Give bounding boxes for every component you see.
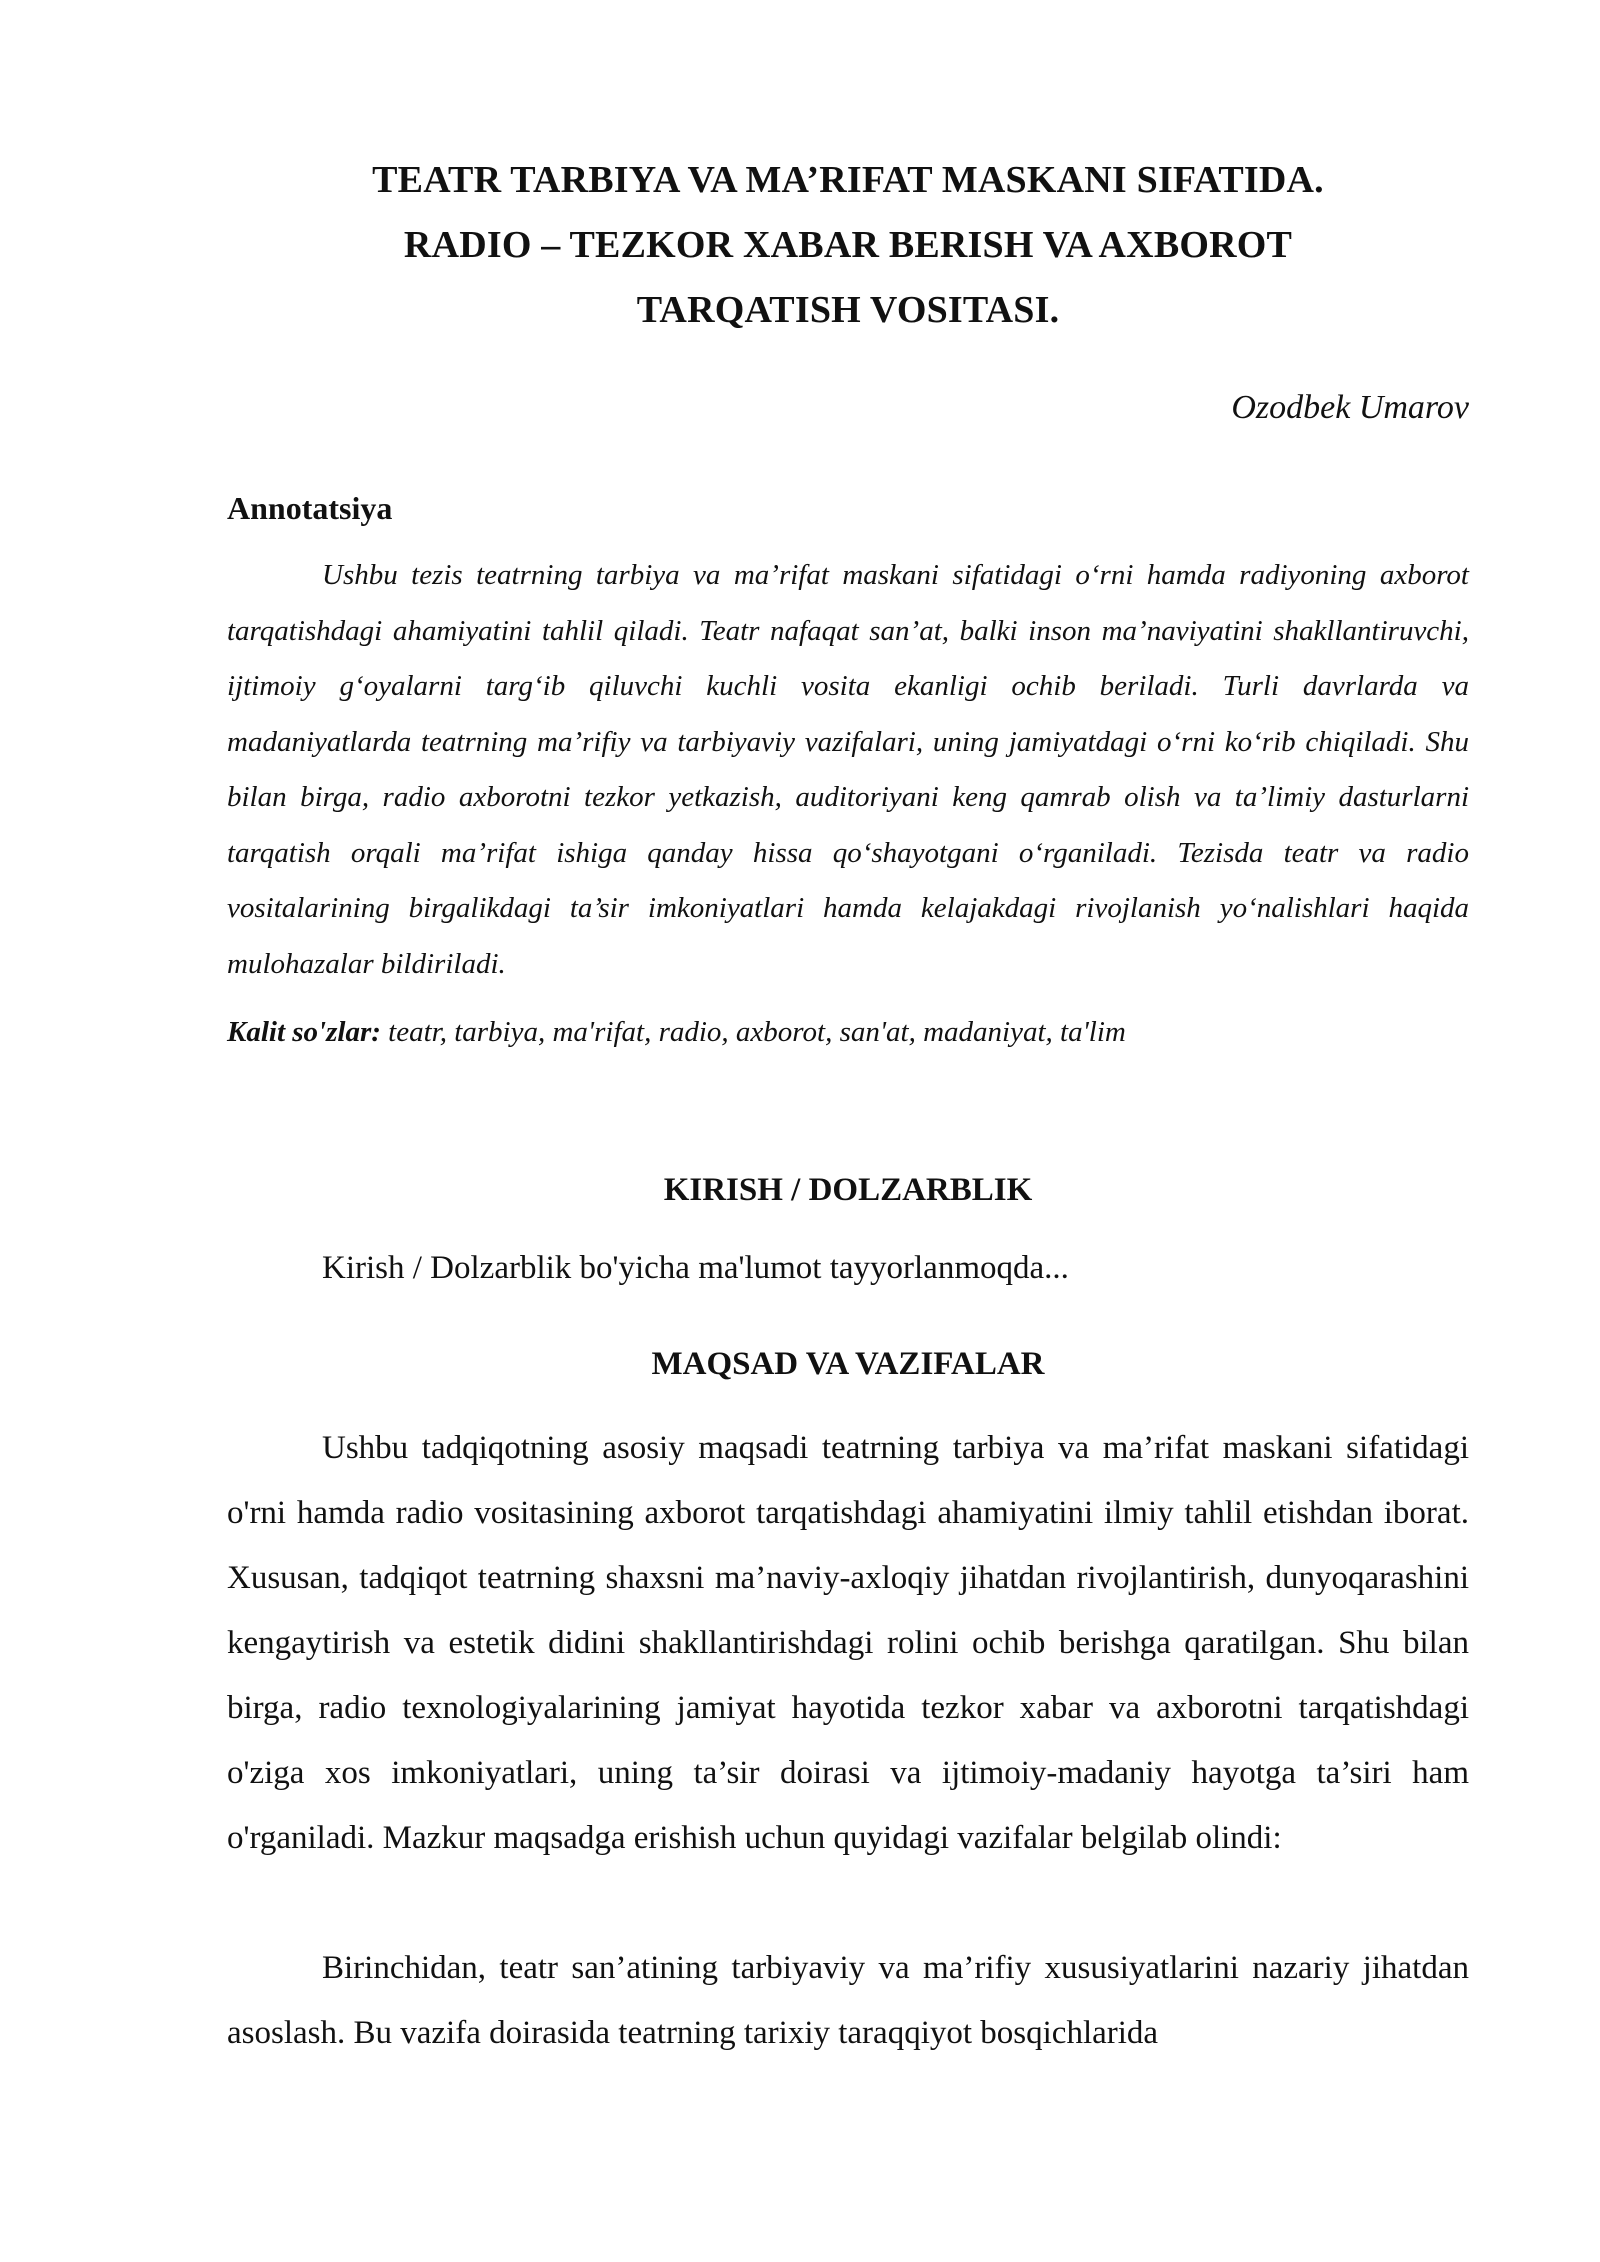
title-line-3: TARQATISH VOSITASI. — [636, 289, 1060, 331]
keywords-list: teatr, tarbiya, ma'rifat, radio, axborot, san'at, madaniyat, ta'lim — [380, 1016, 1126, 1048]
annotation-text: Ushbu tezis teatrning tarbiya va ma’rifat maskani sifatidagi o‘rni hamda radiyoning axborot tarqatishdagi ahamiyatini tahlil qiladi. Teatr nafaqat san’at, balki inson ma’naviyatini shakllantiruvchi, ijtimoiy g‘oyalarni targ‘ib qiluvchi kuchli vosita ekanligi ochib beriladi. Turli davrlarda va madaniyatlarda teatrning ma’rifiy va tarbiyaviy vazifalari, uning jamiyatdagi o‘rni ko‘rib chiqiladi. Shu bilan birga, radio axborotni tezkor yetkazish, auditoriyani keng qamrab olish va ta’limiy dasturlarni tarqatish orqali ma’rifat ishiga qanday hissa qo‘shayotgani o‘rganiladi. Tezisda teatr va radio vositalarining birgalikdagi ta’sir imkoniyatlari hamda kelajakdagi rivojlanish yo‘nalishlari haqida mulohazalar bildiriladi. — [227, 559, 1469, 980]
annotation-heading: Annotatsiya — [227, 490, 393, 526]
title-line-2: RADIO – TEZKOR XABAR BERISH VA AXBOROT — [403, 224, 1293, 266]
section-paragraph: Birinchidan, teatr san’atining tarbiyaviy va ma’rifiy xususiyatlarini nazariy jihatdan asoslash. Bu vazifa doirasida teatrning tarixiy taraqqiyot bosqichlarida — [227, 1950, 1469, 2051]
section-heading-maqsad: MAQSAD VA VAZIFALAR — [651, 1346, 1045, 1382]
author-name: Ozodbek Umarov — [1231, 389, 1469, 426]
keywords-label: Kalit so'zlar: — [227, 1016, 381, 1048]
section-heading-kirish: KIRISH / DOLZARBLIK — [663, 1172, 1033, 1208]
title-line-1: TEATR TARBIYA VA MA’RIFAT MASKANI SIFATIDA. — [372, 159, 1324, 201]
document-title — [227, 148, 1469, 343]
section-paragraph: Ushbu tadqiqotning asosiy maqsadi teatrning tarbiya va ma’rifat maskani sifatidagi o'rni hamda radio vositasining axborot tarqatishdagi ahamiyatini ilmiy tahlil etishdan iborat. Xususan, tadqiqot teatrning shaxsni ma’naviy-axloqiy jihatdan rivojlantirish, dunyoqarashini kengaytirish va estetik didini shakllantirishdagi rolini ochib berishga qaratilgan. Shu bilan birga, radio texnologiyalarining jamiyat hayotida tezkor xabar va axborotni tarqatishdagi o'ziga xos imkoniyatlari, uning ta’sir doirasi va ijtimoiy-madaniy hayotga ta’siri ham o'rganiladi. Mazkur maqsadga erishish uchun quyidagi vazifalar belgilab olindi: — [227, 1430, 1469, 1856]
keywords-line — [227, 1010, 1126, 1054]
section-paragraph: Kirish / Dolzarblik bo'yicha ma'lumot tayyorlanmoqda... — [322, 1250, 1069, 1286]
